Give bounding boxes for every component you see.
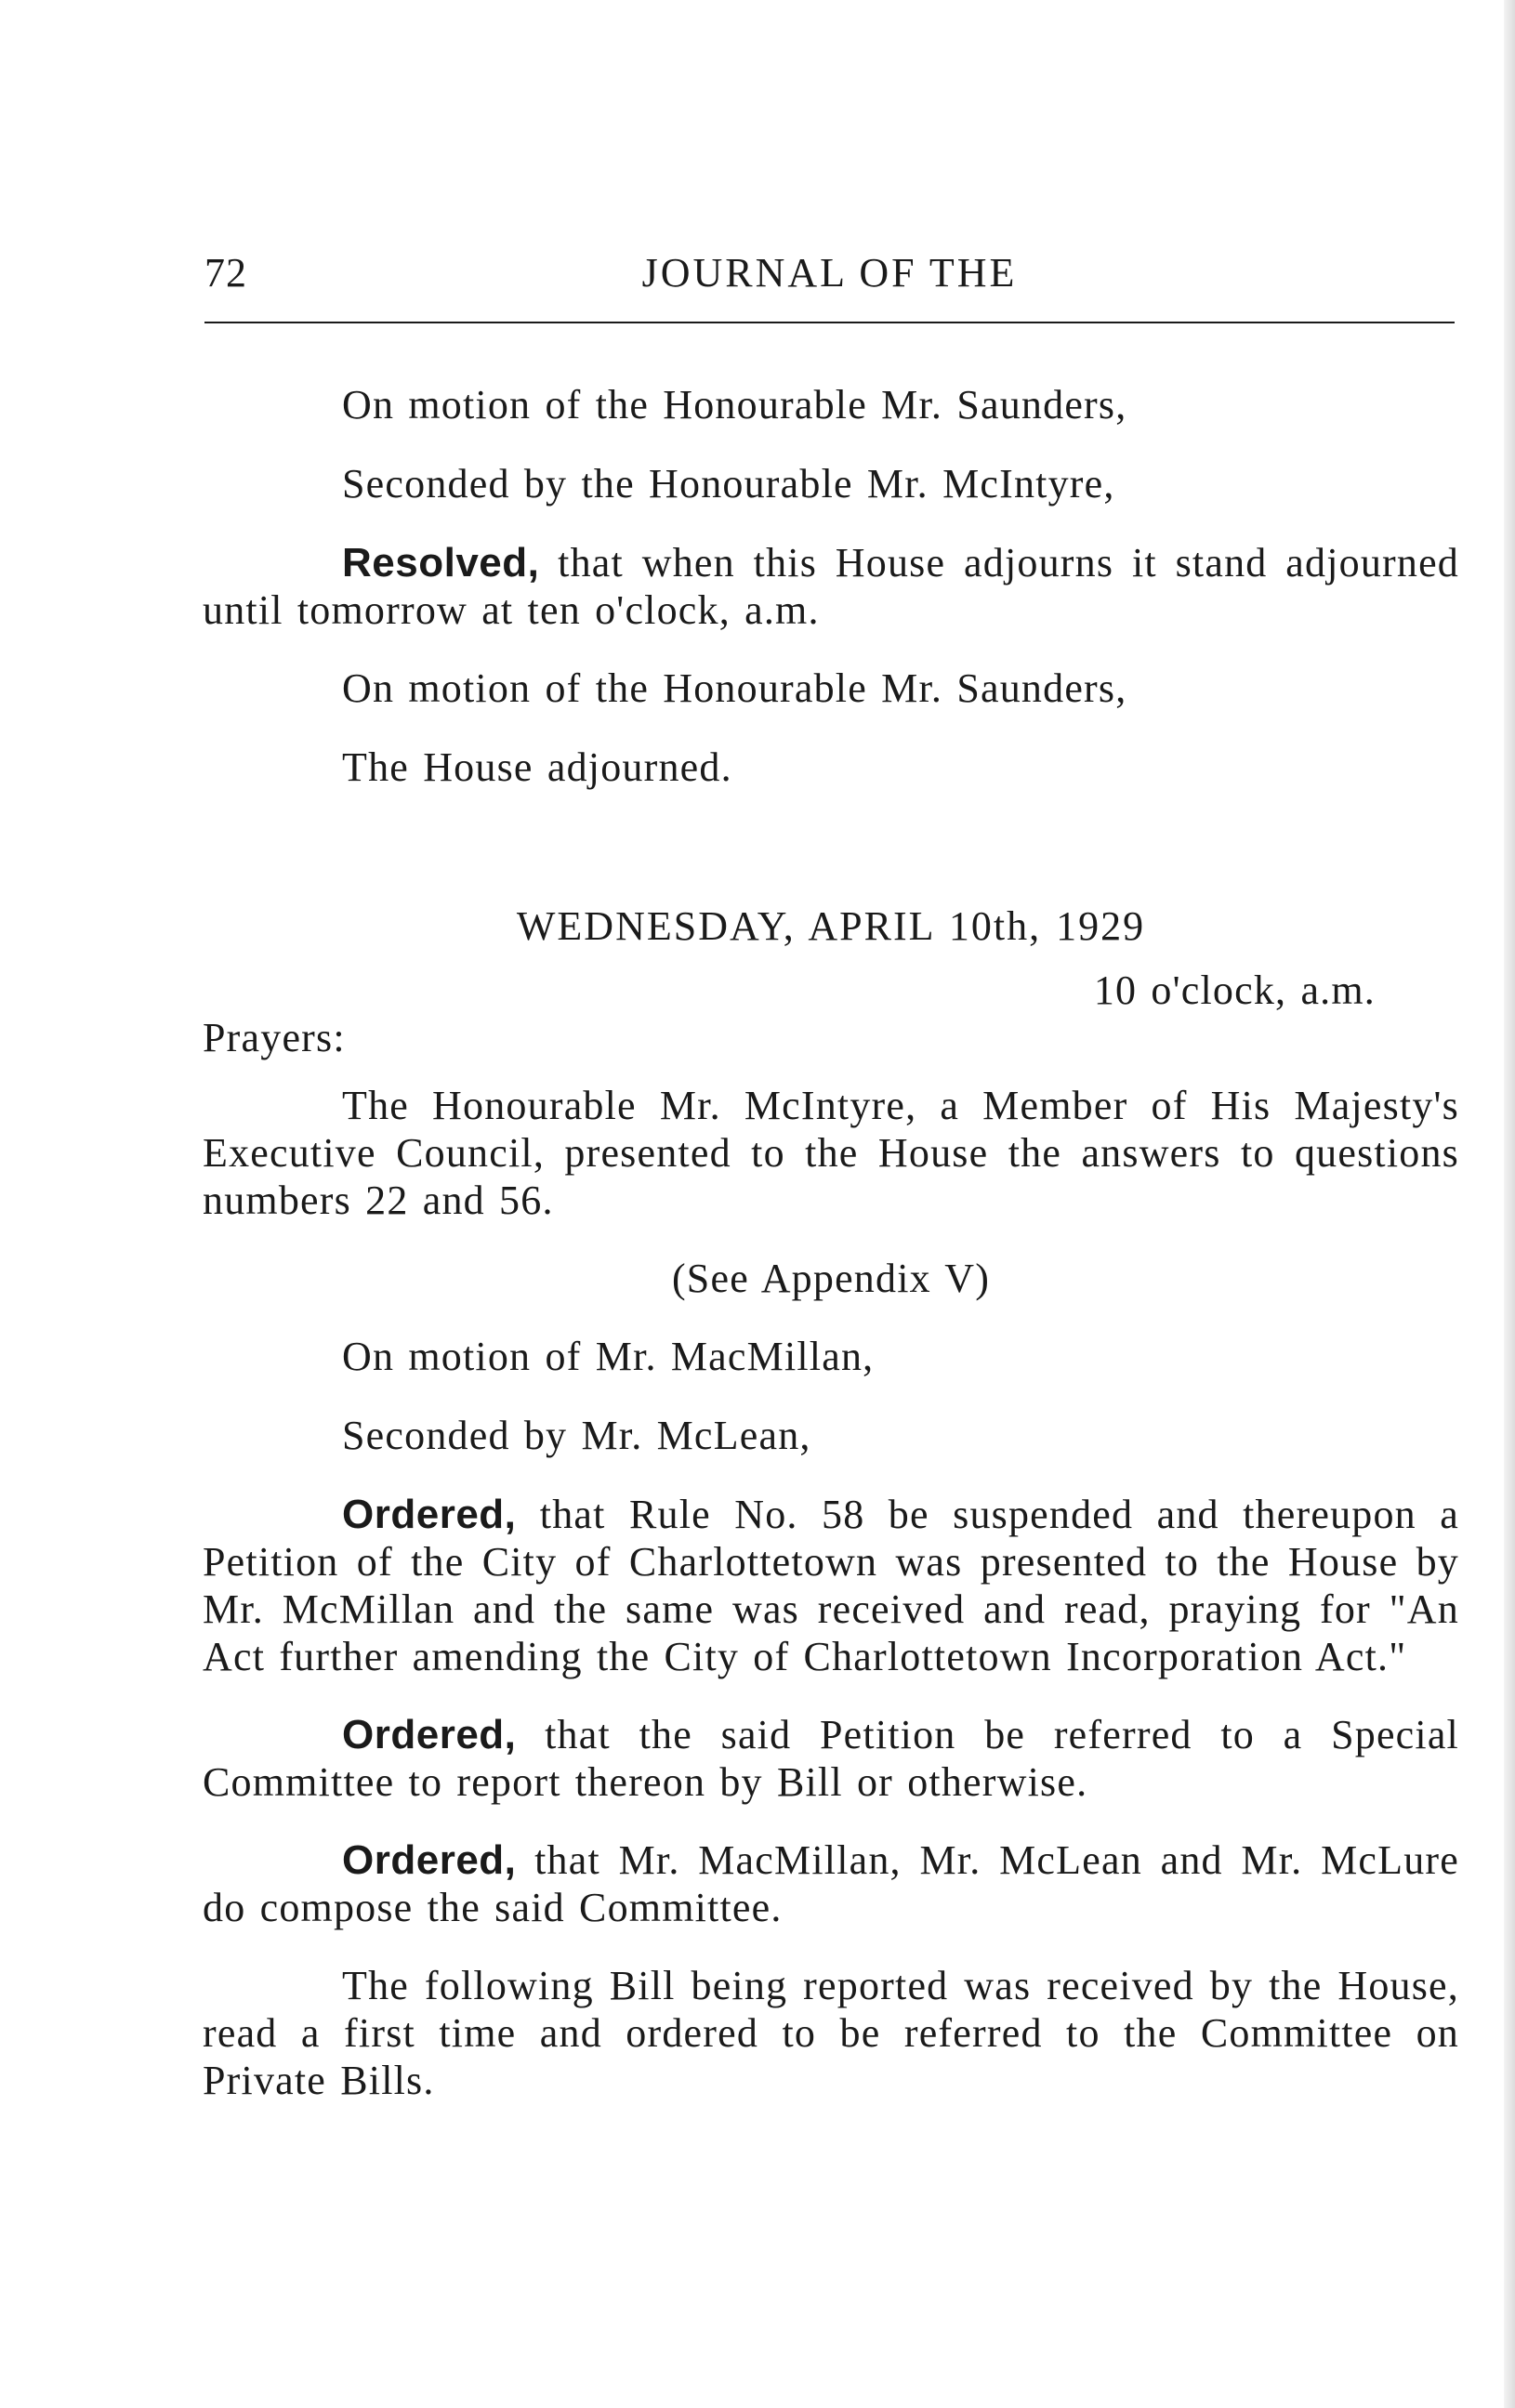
time-line: 10 o'clock, a.m. <box>1093 967 1376 1013</box>
ordered-keyword: Ordered, <box>342 1712 517 1757</box>
page-number: 72 <box>204 250 247 296</box>
resolved-keyword: Resolved, <box>342 540 540 586</box>
order-paragraph <box>203 1491 1459 1680</box>
header-rule <box>204 322 1455 323</box>
appendix-reference: (See Appendix V) <box>671 1256 991 1301</box>
order-paragraph <box>203 1711 1459 1806</box>
motion-line: On motion of Mr. MacMillan, <box>342 1334 875 1379</box>
resolution-paragraph <box>203 539 1459 634</box>
seconded-line: Seconded by the Honourable Mr. McIntyre, <box>342 461 1115 507</box>
order-paragraph <box>203 1836 1459 1931</box>
adjourned-line: The House adjourned. <box>342 744 732 790</box>
bill-paragraph: The following Bill being reported was received by the House, read a first time and ordered to be referred to the Committee on Private Bills. <box>203 1963 1459 2103</box>
motion-line: On motion of the Honourable Mr. Saunders, <box>342 665 1127 711</box>
date-heading: WEDNESDAY, APRIL 10th, 1929 <box>516 903 1146 949</box>
resolution-text: that when this House adjourns it stand adjourned until tomorrow at ten o'clock, a.m. <box>203 540 1459 633</box>
motion-line: On motion of the Honourable Mr. Saunders, <box>342 382 1127 428</box>
prayers-label: Prayers: <box>203 1015 346 1060</box>
order-text: that Mr. MacMillan, Mr. McLean and Mr. McLure do compose the said Committee. <box>203 1837 1459 1930</box>
page-edge-shadow <box>1504 0 1515 2408</box>
seconded-line: Seconded by Mr. McLean, <box>342 1413 811 1458</box>
running-head: JOURNAL OF THE <box>641 250 1018 296</box>
journal-body <box>203 381 1459 2135</box>
order-text: that the said Petition be referred to a Special Committee to report thereon by Bill or otherwise. <box>203 1712 1459 1805</box>
answers-paragraph: The Honourable Mr. McIntyre, a Member of His Majesty's Executive Council, presented to the House the answers to questions numbers 22 and 56. <box>203 1083 1459 1223</box>
ordered-keyword: Ordered, <box>342 1492 517 1537</box>
page-header <box>204 249 1455 314</box>
ordered-keyword: Ordered, <box>342 1837 517 1883</box>
order-text: that Rule No. 58 be suspended and thereupon a Petition of the City of Charlottetown was presented to the House by Mr. McMillan and the same was received and read, praying for "An Act further amending the City of Charlottetown Incorporation Act." <box>203 1492 1459 1679</box>
